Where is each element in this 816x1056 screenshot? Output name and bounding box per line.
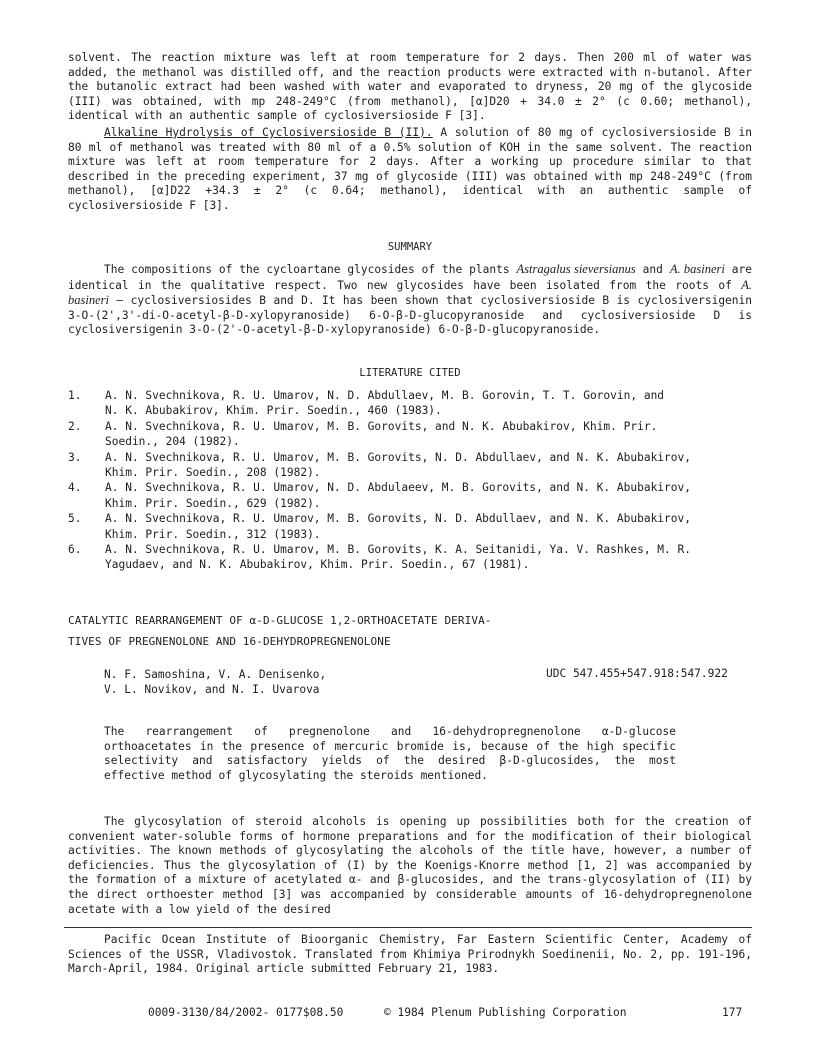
summary-text-a: The compositions of the cycloartane glycosides of the plants bbox=[104, 263, 517, 276]
summary-text-b: and bbox=[635, 263, 670, 276]
page-number: 177 bbox=[722, 1006, 743, 1019]
reference-line: Khim. Prir. Soedin., 208 (1982). bbox=[105, 466, 321, 480]
reference-number: 1. bbox=[68, 389, 82, 402]
footer-copyright: © 1984 Plenum Publishing Corporation bbox=[384, 1006, 627, 1019]
reference-item bbox=[68, 450, 752, 481]
literature-heading: LITERATURE CITED bbox=[359, 367, 461, 379]
article-abstract: The rearrangement of pregnenolone and 16-dehydropregnenolone α-D-glucose orthoacetates in the presence of mercuric bromide is, because of the high specific selectivity and satisfactory yields of the desired β-D-glucosides, the most effective method of glycosylating the steroids mentioned. bbox=[104, 725, 676, 782]
reference-line: A. N. Svechnikova, R. U. Umarov, M. B. Gorovits, and N. K. Abubakirov, Khim. Prir. bbox=[105, 419, 658, 433]
summary-text-d: — cyclosiversiosides B and D. It has been shown that cyclosiversioside B is cyclosiversigenin 3-O-(2',3'-di-O-acetyl-β-D-xylopyranoside) 6-O-β-D-glucopyranoside and cyclosiversioside D is cyclosiversigenin 3-O-(2'-O-acetyl-β-D-xylopyranoside) 6-O-β-D-glucopyranoside. bbox=[68, 294, 752, 337]
reference-line: A. N. Svechnikova, R. U. Umarov, M. B. Gorovits, K. A. Seitanidi, Ya. V. Rashkes, M. R. bbox=[105, 543, 691, 557]
species-name: A. basineri bbox=[68, 277, 752, 308]
reference-number: 2. bbox=[68, 419, 82, 433]
footnote bbox=[68, 933, 752, 977]
alkaline-hydrolysis-heading: Alkaline Hydrolysis of Cyclosiversioside B (II). bbox=[104, 125, 433, 139]
reference-number: 5. bbox=[68, 512, 82, 526]
reference-number: 6. bbox=[68, 543, 82, 557]
reference-number: 3. bbox=[68, 450, 82, 464]
reference-list bbox=[68, 388, 752, 573]
alkaline-hydrolysis-text: A solution of 80 mg of cyclosiversioside B in 80 ml of methanol was treated with 80 ml of a 0.5% solution of KOH in the same solvent. The reaction mixture was left at room temperature for 2 days. After a working up procedure similar to that described in the preceding experiment, 37 mg of glycoside (III) was obtained with mp 248-249°C (from methanol), [α]D22 +34.3 ± 2° (c 0.64; methanol), identical with an authentic sample of cyclosiversioside F [3]. bbox=[68, 125, 752, 212]
reference-line: Khim. Prir. Soedin., 312 (1983). bbox=[105, 527, 321, 541]
summary-text-c: are identical in the qualitative respect. Two new glycosides have been isolated from the roots of bbox=[68, 263, 752, 292]
summary-paragraph bbox=[68, 262, 752, 338]
experimental-paragraph-1: solvent. The reaction mixture was left at room temperature for 2 days. Then 200 ml of water was added, the methanol was distilled off, and the reaction products were extracted with n-butanol. After the butanolic extract had been washed with water and evaporated to dryness, 20 mg of the glycoside (III) was obtained, with mp 248-249°C (from methanol), [α]D20 + 34.0 ± 2° (c 0.60; methanol), identical with an authentic sample of cyclosiversioside F [3]. bbox=[68, 51, 752, 123]
experimental-paragraph-2 bbox=[68, 126, 752, 214]
authors-line: N. F. Samoshina, V. A. Denisenko, bbox=[104, 668, 327, 681]
reference-line: A. N. Svechnikova, R. U. Umarov, M. B. Gorovits, N. D. Abdullaev, and N. K. Abubakirov, bbox=[105, 512, 691, 526]
reference-item bbox=[68, 388, 752, 419]
summary-heading: SUMMARY bbox=[387, 241, 433, 253]
reference-item bbox=[68, 480, 752, 511]
reference-line: A. N. Svechnikova, R. U. Umarov, N. D. Abdullaev, M. B. Gorovin, T. T. Gorovin, and bbox=[105, 389, 665, 402]
reference-item bbox=[68, 511, 752, 542]
summary-section bbox=[68, 262, 752, 338]
udc-code: UDC 547.455+547.918:547.922 bbox=[546, 667, 728, 680]
reference-item bbox=[68, 542, 752, 573]
article-body-paragraph: The glycosylation of steroid alcohols is opening up possibilities both for the creation of convenient water-soluble forms of hormone preparations and for the modification of their biological activities. The known methods of glycosylating the alcohols of the title have, however, a number of deficiencies. Thus the glycosylation of (I) by the Koenigs-Knorre method [1, 2] was accompanied by the formation of a mixture of acetylated α- and β-glucosides, and the trans-glycosylation of (II) by the direct orthoester method [3] was accompanied by considerable amounts of 16-dehydropregnenolone acetate with a low yield of the desired bbox=[68, 815, 752, 916]
article-title-line-1: CATALYTIC REARRANGEMENT OF α-D-GLUCOSE 1,2-ORTHOACETATE DERIVA- bbox=[68, 614, 492, 627]
article-title-line-2: TIVES OF PREGNENOLONE AND 16-DEHYDROPREGNENOLONE bbox=[68, 635, 391, 648]
reference-line: A. N. Svechnikova, R. U. Umarov, M. B. Gorovits, N. D. Abdullaev, and N. K. Abubakirov, bbox=[105, 450, 691, 464]
footnote-text: Pacific Ocean Institute of Bioorganic Chemistry, Far Eastern Scientific Center, Academy of Sciences of the USSR, Vladivostok. Translated from Khimiya Prirodnykh Soedinenii, No. 2, pp. 191-196, March-April, 1984. Original article submitted February 21, 1983. bbox=[68, 933, 752, 976]
reference-line: N. K. Abubakirov, Khim. Prir. Soedin., 460 (1983). bbox=[105, 404, 442, 418]
reference-line: Soedin., 204 (1982). bbox=[105, 435, 240, 449]
reference-item bbox=[68, 419, 752, 450]
footer-code: 0009-3130/84/2002- 0177$08.50 bbox=[148, 1006, 344, 1019]
experimental-section bbox=[68, 51, 752, 214]
species-name: A. basineri bbox=[669, 262, 725, 276]
reference-line: A. N. Svechnikova, R. U. Umarov, N. D. Abdulaeev, M. B. Gorovits, and N. K. Abubakirov, bbox=[105, 481, 691, 495]
article-authors bbox=[104, 667, 326, 697]
reference-number: 4. bbox=[68, 481, 82, 495]
reference-line: Khim. Prir. Soedin., 629 (1982). bbox=[105, 496, 321, 510]
reference-line: Yagudaev, and N. K. Abubakirov, Khim. Prir. Soedin., 67 (1981). bbox=[105, 558, 530, 572]
article-body bbox=[68, 815, 752, 917]
authors-line: V. L. Novikov, and N. I. Uvarova bbox=[104, 683, 320, 697]
footnote-divider bbox=[64, 927, 752, 928]
species-name: Astragalus sieversianus bbox=[516, 262, 636, 276]
